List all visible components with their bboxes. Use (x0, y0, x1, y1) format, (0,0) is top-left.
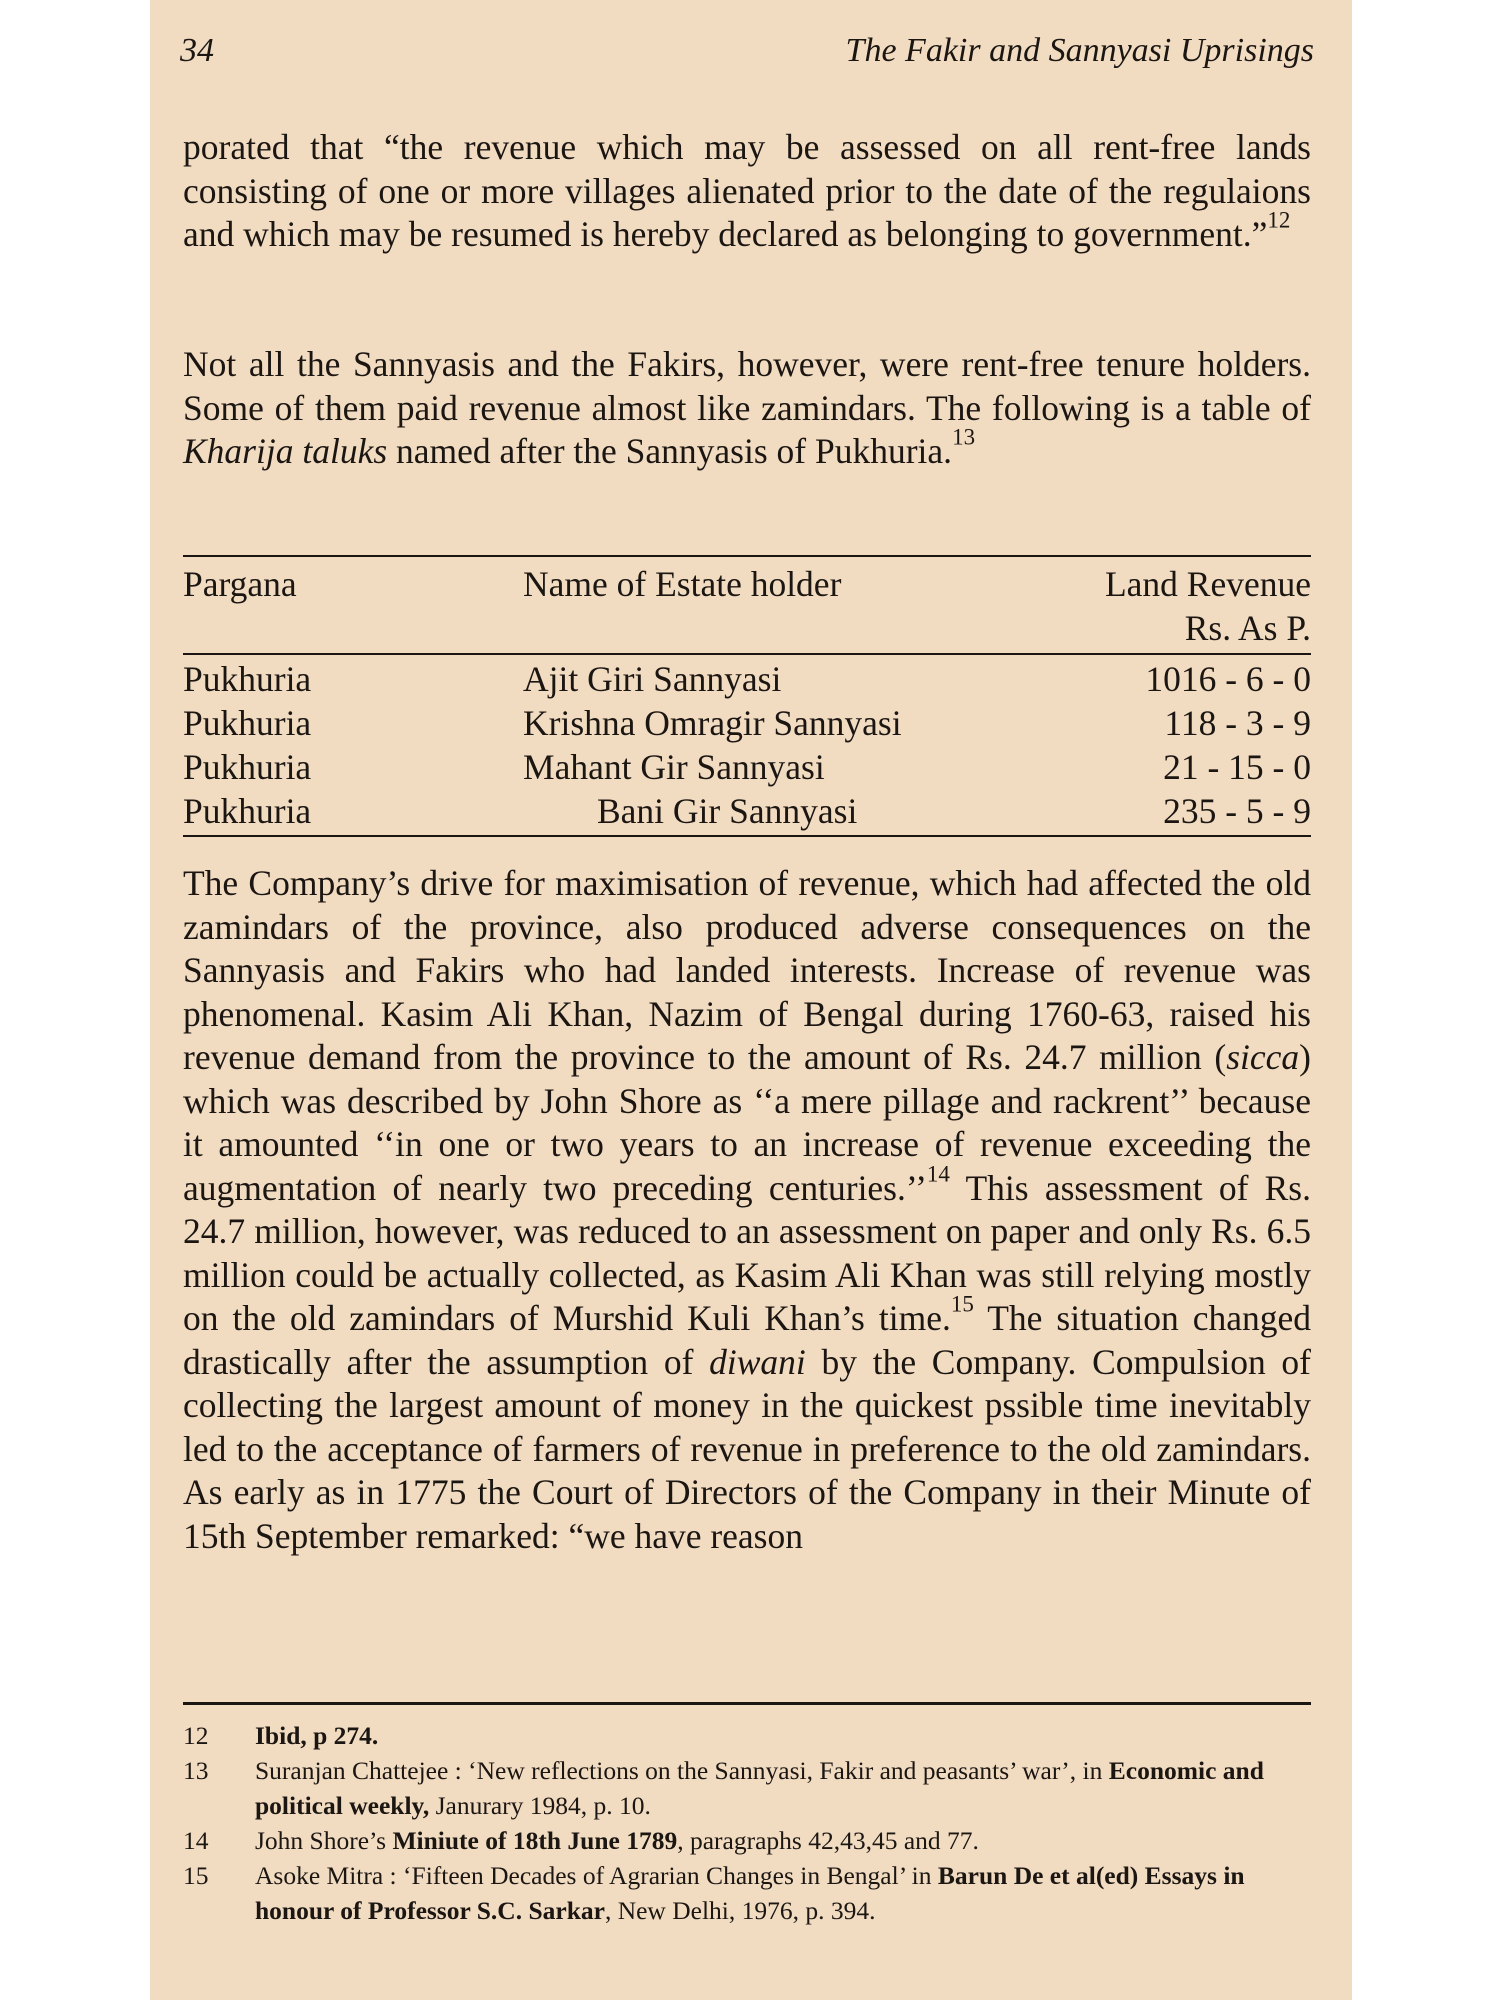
book-page (150, 0, 1352, 2000)
cell-estate-holder: Ajit Giri Sannyasi (523, 659, 782, 699)
cell-pargana: Pukhuria (183, 659, 312, 699)
cell-pargana: Pukhuria (183, 747, 312, 787)
footnote-text-end: , New Delhi, 1976, p. 394. (604, 1896, 876, 1925)
footnote-item (183, 1753, 1311, 1823)
running-title: The Fakir and Sannyasi Uprisings (845, 32, 1314, 69)
footnote-ref-13: 13 (952, 424, 976, 450)
header-land-revenue-label: Land Revenue (1104, 564, 1311, 604)
cell-land-revenue: 21 - 15 - 0 (1163, 747, 1311, 787)
cell-land-revenue: 1016 - 6 - 0 (1145, 659, 1311, 699)
cell-estate-holder: Mahant Gir Sannyasi (523, 747, 825, 787)
footnote-number: 15 (183, 1861, 209, 1890)
term-sicca: sicca (1226, 1037, 1300, 1077)
paragraph-3-text-c: This assessment of Rs. 24.7 million, however, was reduced to an assessment on paper and only Rs. 6.5 million could be actually collected, as Kasim Ali Khan was still relying mostly on the old zamindars of Murshid Kuli Khan’s time. (183, 1167, 1311, 1338)
footnote-text-end: Janurary 1984, p. 10. (429, 1791, 651, 1820)
paragraph-2-text-a: Not all the Sannyasis and the Fakirs, however, were rent-free tenure holders. Some of them paid revenue almost like zamindars. The following is a table of (183, 344, 1311, 428)
table-row (183, 745, 1311, 789)
cell-estate-holder: Krishna Omragir Sannyasi (523, 703, 902, 743)
footnote-text: Ibid, p 274. (255, 1721, 379, 1750)
table-row (183, 701, 1311, 745)
page-number: 34 (180, 32, 214, 69)
cell-pargana: Pukhuria (183, 791, 312, 831)
footnote-number: 12 (183, 1721, 209, 1750)
footnotes (183, 1718, 1311, 1928)
term-kharija-taluks: Kharija taluks (183, 431, 388, 471)
table-row (183, 789, 1311, 833)
footnote-ref-15: 15 (950, 1291, 974, 1317)
footnote-ref-12: 12 (1267, 207, 1291, 233)
cell-land-revenue: 118 - 3 - 9 (1164, 703, 1311, 743)
footnote-text: John Shore’s (255, 1826, 393, 1855)
footnote-item (183, 1823, 1311, 1858)
page-header (180, 32, 1314, 82)
header-pargana: Pargana (183, 564, 297, 604)
footnote-source-title: Barun De et al(ed) Essays in honour of Professor S.C. Sarkar (255, 1861, 1245, 1925)
table-top-rule (183, 555, 1311, 557)
paragraph-3-text-e: by the Company. Compulsion of collecting the largest amount of money in the quickest pssible time inevitably led to the acceptance of farmers of revenue in preference to the old zamindars. As early as in 1775 the Court of Directors of the Company in their Minute of 15th September remarked: “we have reason (183, 1341, 1311, 1556)
footnote-source-title: Economic and political weekly, (255, 1756, 1264, 1820)
footnote-text-end: , paragraphs 42,43,45 and 77. (677, 1826, 979, 1855)
footnote-ref-14: 14 (926, 1161, 950, 1187)
paragraph-3-text-d: The situation changed drastically after the assumption of (183, 1298, 1312, 1382)
paragraph-1 (183, 126, 1311, 257)
cell-estate-holder: Bani Gir Sannyasi (597, 791, 858, 831)
paragraph-2-text-b: named after the Sannyasis of Pukhuria. (387, 431, 953, 471)
footnote-item (183, 1718, 1311, 1753)
footnote-number: 13 (183, 1756, 209, 1785)
header-units: Rs. As P. (1184, 608, 1311, 648)
cell-pargana: Pukhuria (183, 703, 312, 743)
paragraph-3-text-b: ) which was described by John Shore as ‘‘a mere pillage and rackrent’’ because it amounted ‘‘in one or two years to an increase of revenue exceeding the augmentation of nearly two preceding centuries.’’ (183, 1037, 1311, 1208)
term-diwani: diwani (709, 1341, 806, 1382)
footnote-item (183, 1858, 1311, 1928)
paragraph-3-text-a: The Company’s drive for maximisation of revenue, which had affected the old zamindars of the province, also produced adverse consequences on the Sannyasis and Fakirs who had landed interests. Increase of revenue was phenomenal. Kasim Ali Khan, Nazim of Bengal during 1760-63, raised his revenue demand from the province to the amount of Rs. 24.7 million ( (183, 863, 1311, 1077)
table-header-rule (183, 653, 1311, 655)
header-estate-holder: Name of Estate holder (523, 564, 842, 604)
table-bottom-rule (183, 835, 1311, 837)
footnote-number: 14 (183, 1826, 209, 1855)
footnote-text: Asoke Mitra : ‘Fifteen Decades of Agrarian Changes in Bengal’ in (255, 1861, 938, 1890)
footnote-source-title: Miniute of 18th June 1789 (392, 1826, 678, 1855)
paragraph-3 (183, 862, 1311, 1558)
paragraph-2 (183, 343, 1311, 474)
footnote-text: Suranjan Chattejee : ‘New reflections on the Sannyasi, Fakir and peasants’ war’, in (255, 1756, 1109, 1785)
header-land-revenue (1105, 562, 1311, 650)
paragraph-1-text: porated that “the revenue which may be assessed on all rent-free lands consisting of one or more villages alienated prior to the date of the regulaions and which may be resumed is hereby declared as belonging to government.” (183, 127, 1311, 254)
cell-land-revenue: 235 - 5 - 9 (1163, 791, 1311, 831)
footnote-rule (183, 1702, 1311, 1705)
table-row (183, 657, 1311, 701)
